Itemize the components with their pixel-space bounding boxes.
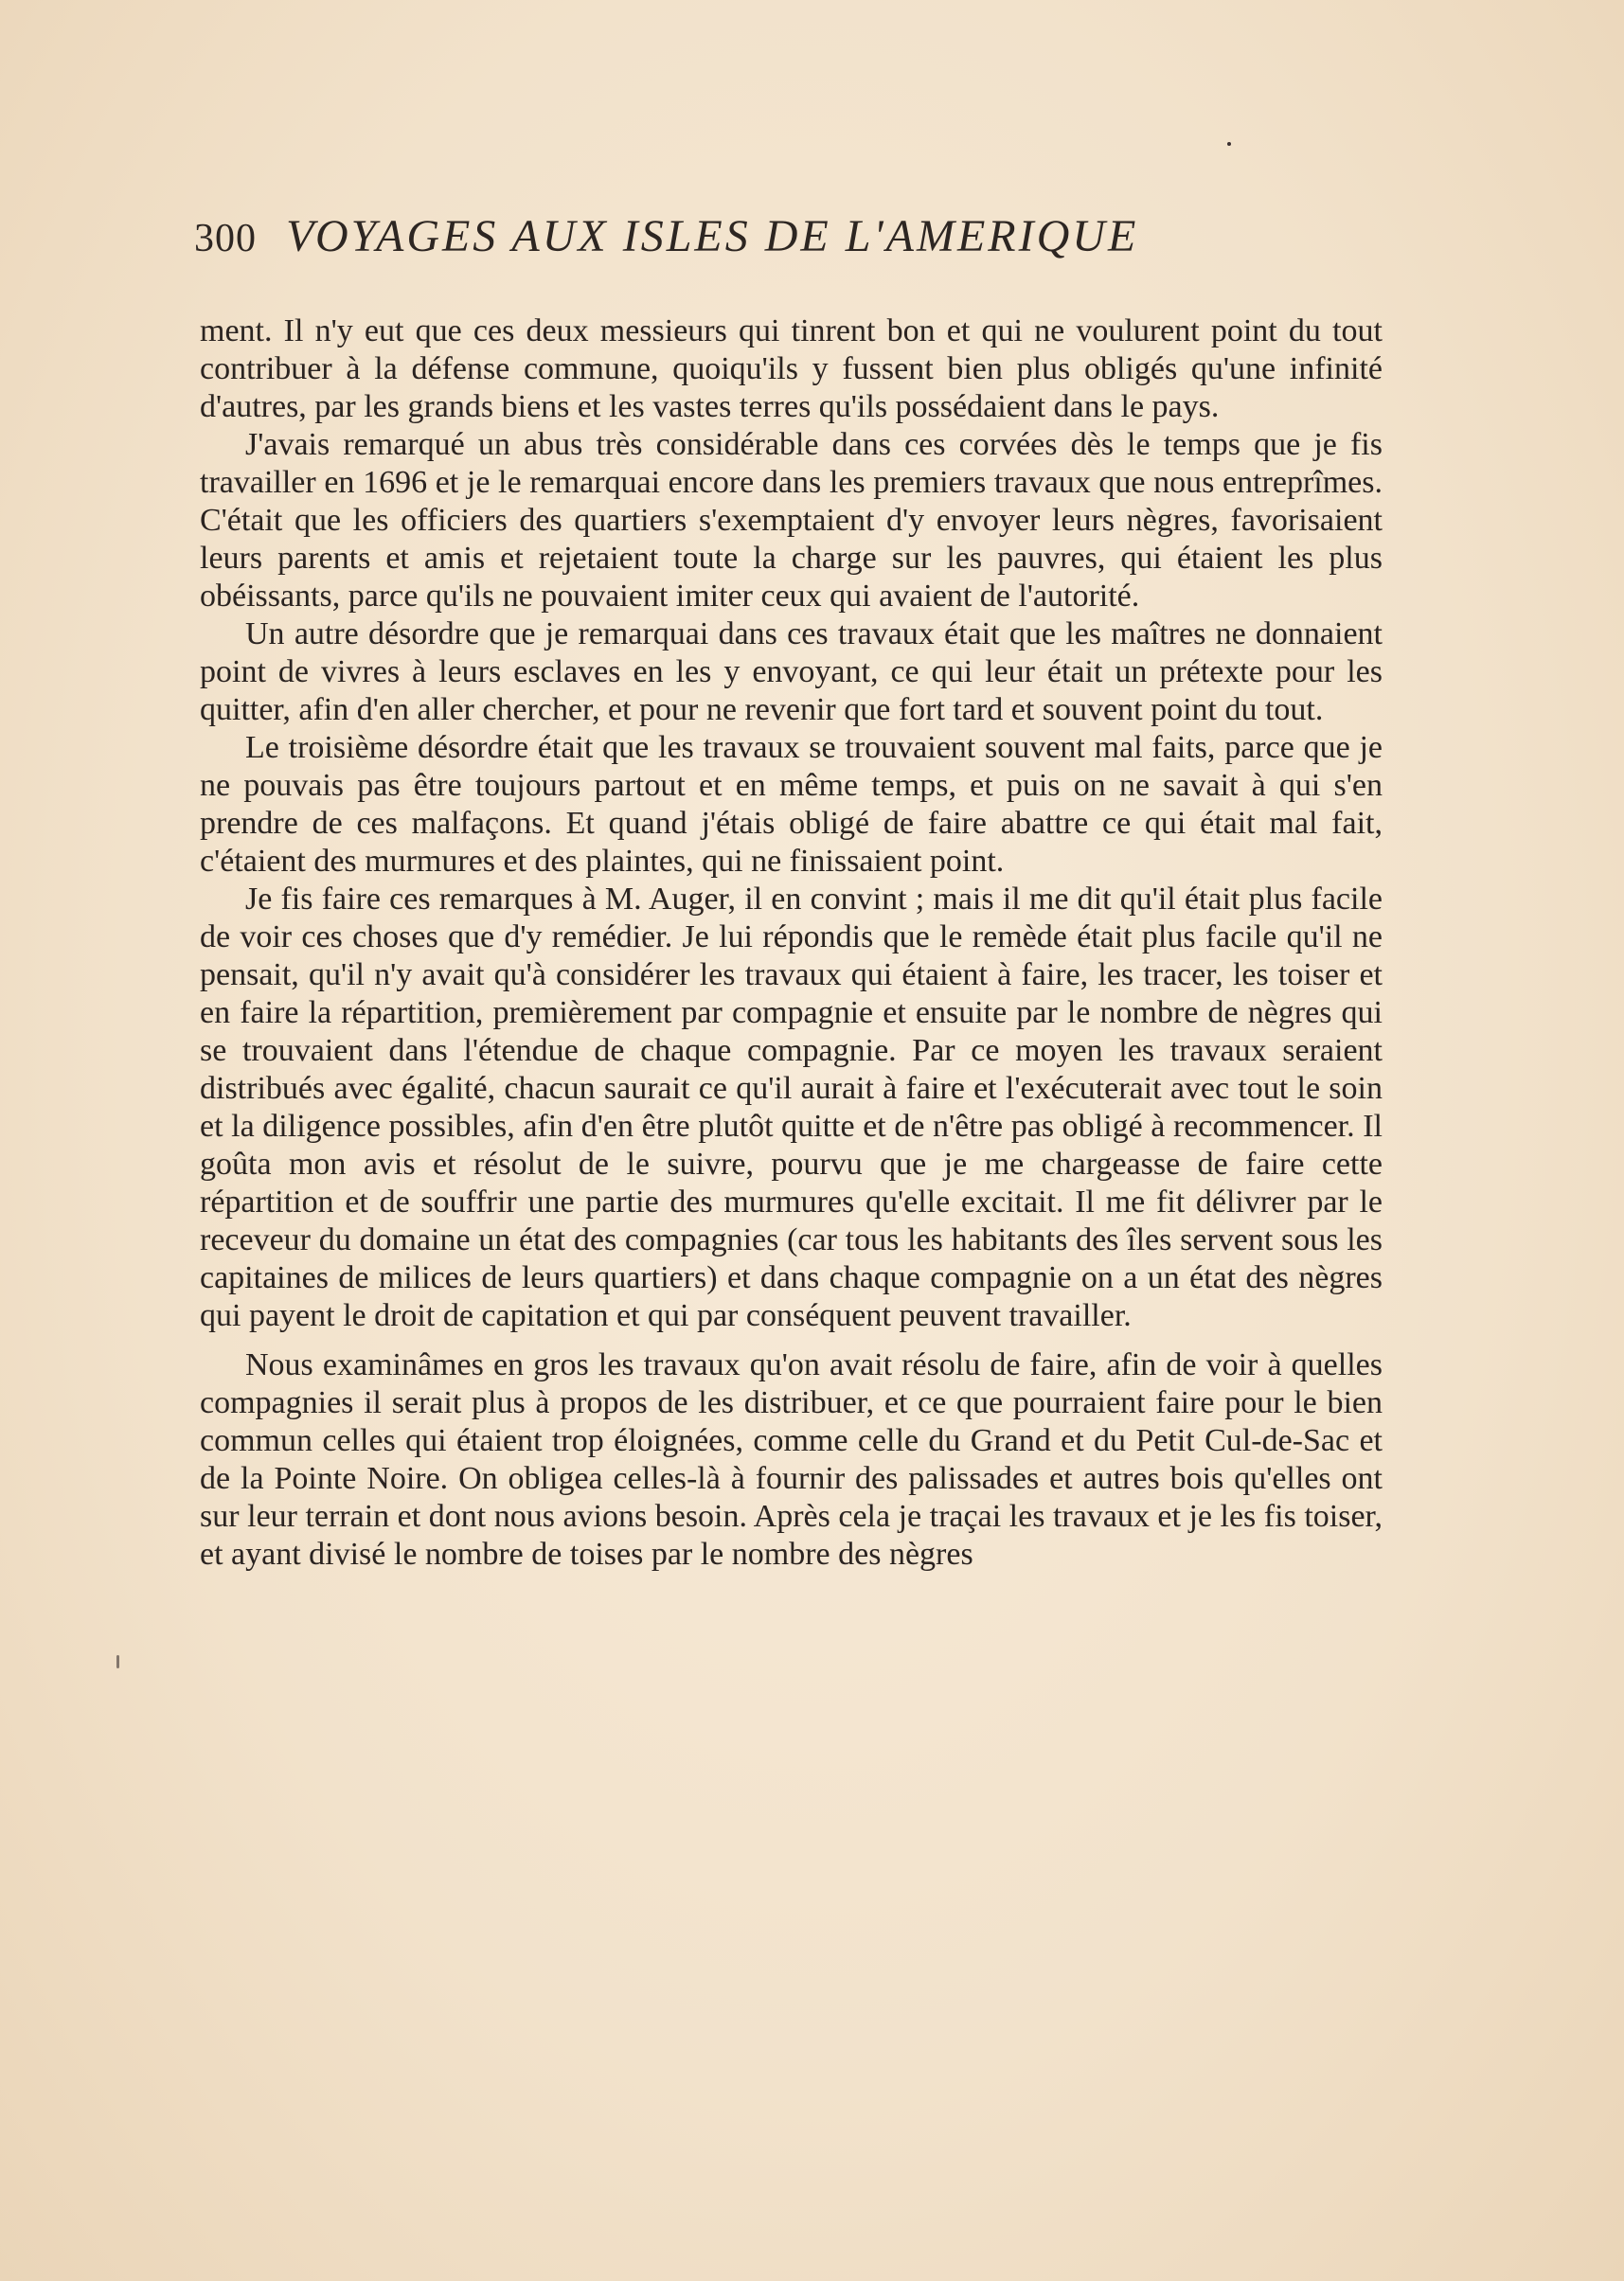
paragraph: Nous examinâmes en gros les travaux qu'on avait résolu de faire, afin de voir à quelles compagnies il serait plus à propos de les distribuer, et ce que pourraient faire pour le bien commun celles qui étaient trop éloignées, comme celle du Grand et du Petit Cul-de-Sac et de la Pointe Noire. On obligea celles-là à fournir des palissades et autres bois qu'elles ont sur leur terrain et dont nous avions besoin. Après cela je traçai les travaux et je les fis toiser, et ayant divisé le nombre de toises par le nombre des nègres [200, 1347, 1383, 1572]
paper-speck [116, 1655, 119, 1668]
page-header [194, 210, 1312, 276]
running-title: VOYAGES AUX ISLES DE L'AMERIQUE [286, 211, 1139, 261]
paragraph: ment. Il n'y eut que ces deux messieurs qui tinrent bon et qui ne voulurent point du tout contribuer à la défense commune, quoiqu'ils y fussent bien plus obligés qu'une infinité d'autres, par les grands biens et les vastes terres qu'ils possédaient dans le pays. [200, 313, 1383, 424]
paper-speck [1227, 142, 1231, 146]
body-text [200, 312, 1383, 1941]
page-number: 300 [194, 217, 257, 260]
paragraph: Le troisième désordre était que les travaux se trouvaient souvent mal faits, parce que je ne pouvais pas être toujours partout et en même temps, et puis on ne savait à qui s'en prendre de ces malfaçons. Et quand j'étais obligé de faire abattre ce qui était mal fait, c'étaient des murmures et des plaintes, qui ne finissaient point. [200, 730, 1383, 879]
paragraph: J'avais remarqué un abus très considérable dans ces corvées dès le temps que je fis travailler en 1696 et je le remarquai encore dans les premiers travaux que nous entreprîmes. C'était que les officiers des quartiers s'exemptaient d'y envoyer leurs nègres, favorisaient leurs parents et amis et rejetaient toute la charge sur les pauvres, qui étaient les plus obéissants, parce qu'ils ne pouvaient imiter ceux qui avaient de l'autorité. [200, 427, 1383, 614]
paragraph: Je fis faire ces remarques à M. Auger, il en convint ; mais il me dit qu'il était plus facile de voir ces choses que d'y remédier. Je lui répondis que le remède était plus facile qu'il ne pensait, qu'il n'y avait qu'à considérer les travaux qui étaient à faire, les tracer, les toiser et en faire la répartition, premièrement par compagnie et ensuite par le nombre de nègres qui se trouvaient dans l'étendue de chaque compagnie. Par ce moyen les travaux seraient distribués avec égalité, chacun saurait ce qu'il aurait à faire et l'exécuterait avec tout le soin et la diligence possibles, afin d'en être plutôt quitte et de n'être pas obligé à recommencer. Il goûta mon avis et résolut de le suivre, pourvu que je me chargeasse de faire cette répartition et de souffrir une partie des murmures qu'elle excitait. Il me fit délivrer par le receveur du domaine un état des compagnies (car tous les habitants des îles servent sous les capitaines de milices de leurs quartiers) et dans chaque compagnie on a un état des nègres qui payent le droit de capitation et qui par conséquent peuvent travailler. [200, 882, 1383, 1333]
paragraph: Un autre désordre que je remarquai dans ces travaux était que les maîtres ne donnaient point de vivres à leurs esclaves en les y envoyant, ce qui leur était un prétexte pour les quitter, afin d'en aller chercher, et pour ne revenir que fort tard et souvent point du tout. [200, 616, 1383, 727]
